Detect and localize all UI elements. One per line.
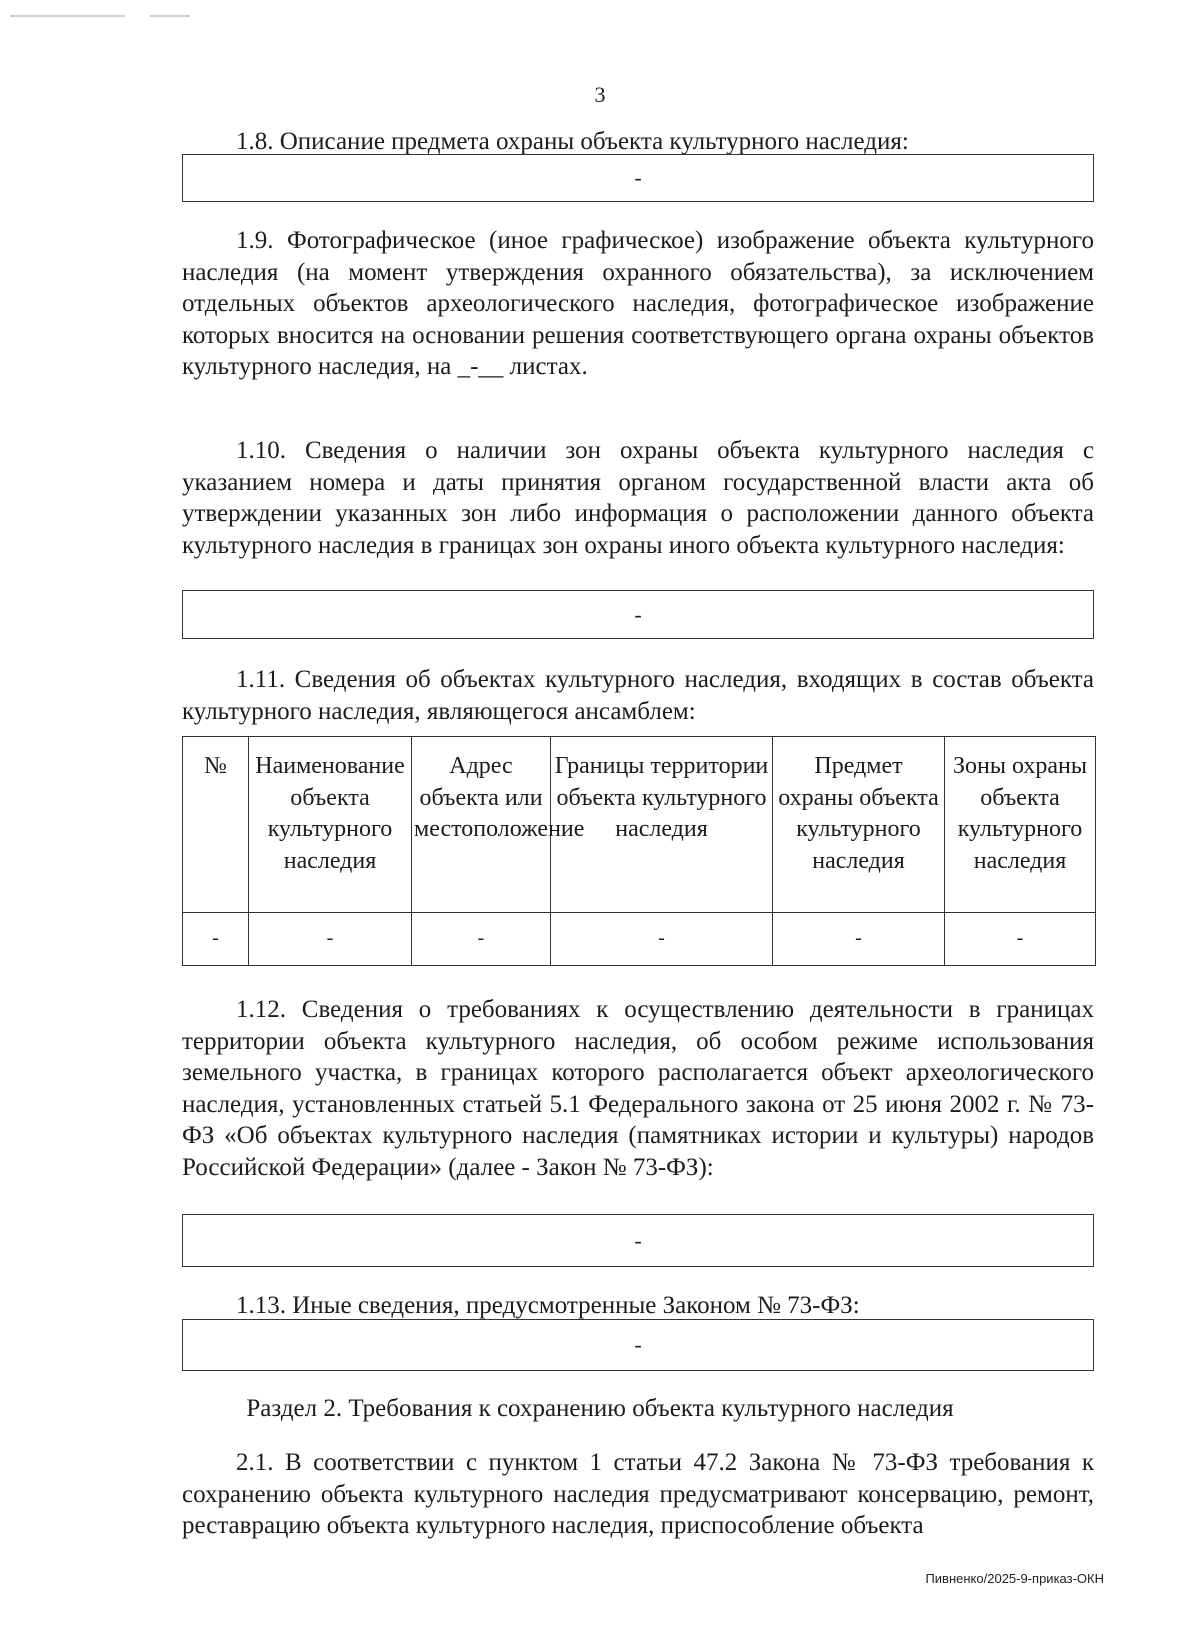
field-1-13: - [182, 1319, 1094, 1371]
col-name: Наименование объекта культурного наследия [249, 737, 412, 913]
field-1-8: - [182, 154, 1094, 202]
col-zones: Зоны охраны объекта культурного наследия [945, 737, 1096, 913]
field-1-12: - [182, 1214, 1094, 1267]
scan-artifact [150, 15, 190, 17]
table-cell: - [773, 913, 945, 966]
paragraph-1-12: 1.12. Сведения о требованиях к осуществлению деятельности в границах территории объекта культурного наследия, об особом режиме использования земельного участка, в границах которого располагается объект археологического наследия, установленных статьей 5.1 Федерального закона от 25 июня 2002 г. № 73-ФЗ «Об объектах культурного наследия (памятниках истории и культуры) народов Российской Федерации» (далее - Закон № 73-ФЗ): [182, 996, 1094, 1181]
col-number: № [183, 737, 249, 913]
table-cell: - [249, 913, 412, 966]
page-number: 3 [594, 82, 606, 107]
section-2-title: Раздел 2. Требования к сохранению объекта культурного наследия [246, 1395, 954, 1422]
col-address: Адрес объекта или местоположение [412, 737, 551, 913]
table-cell: - [945, 913, 1096, 966]
paragraph-1-9: 1.9. Фотографическое (иное графическое) изображение объекта культурного наследия (на момент утверждения охранного обязательства), за исключением отдельных объектов археологического наследия, фотографическое изображение которых вносится на основании решения соответствующего органа охраны объектов культурного наследия, на _-__ листах. [182, 227, 1094, 380]
footer-doc-id: Пивненко/2025-9-приказ-ОКН [925, 1571, 1104, 1586]
scan-artifact [10, 15, 125, 17]
table-header-row [183, 737, 1096, 913]
field-1-10: - [182, 590, 1094, 639]
table-cell: - [183, 913, 249, 966]
table-cell: - [551, 913, 773, 966]
col-borders: Границы территории объекта культурного наследия [551, 737, 773, 913]
paragraph-2-1: 2.1. В соответствии с пунктом 1 статьи 47.2 Закона № 73-ФЗ требования к сохранению объекта культурного наследия предусматривают консервацию, ремонт, реставрацию объекта культурного наследия, приспособление объекта [182, 1449, 1094, 1539]
paragraph-1-11: 1.11. Сведения об объектах культурного наследия, входящих в состав объекта культурного наследия, являющегося ансамблем: [182, 666, 1094, 725]
ensemble-table [182, 736, 1096, 966]
table-cell: - [412, 913, 551, 966]
paragraph-1-8: 1.8. Описание предмета охраны объекта культурного наследия: [236, 128, 909, 155]
table-row [183, 913, 1096, 966]
paragraph-1-13: 1.13. Иные сведения, предусмотренные Законом № 73-ФЗ: [236, 1292, 860, 1319]
paragraph-1-10: 1.10. Сведения о наличии зон охраны объекта культурного наследия с указанием номера и даты принятия органом государственной власти акта об утверждении указанных зон либо информация о расположении данного объекта культурного наследия в границах зон охраны иного объекта культурного наследия: [182, 437, 1094, 559]
col-subject: Предмет охраны объекта культурного наследия [773, 737, 945, 913]
